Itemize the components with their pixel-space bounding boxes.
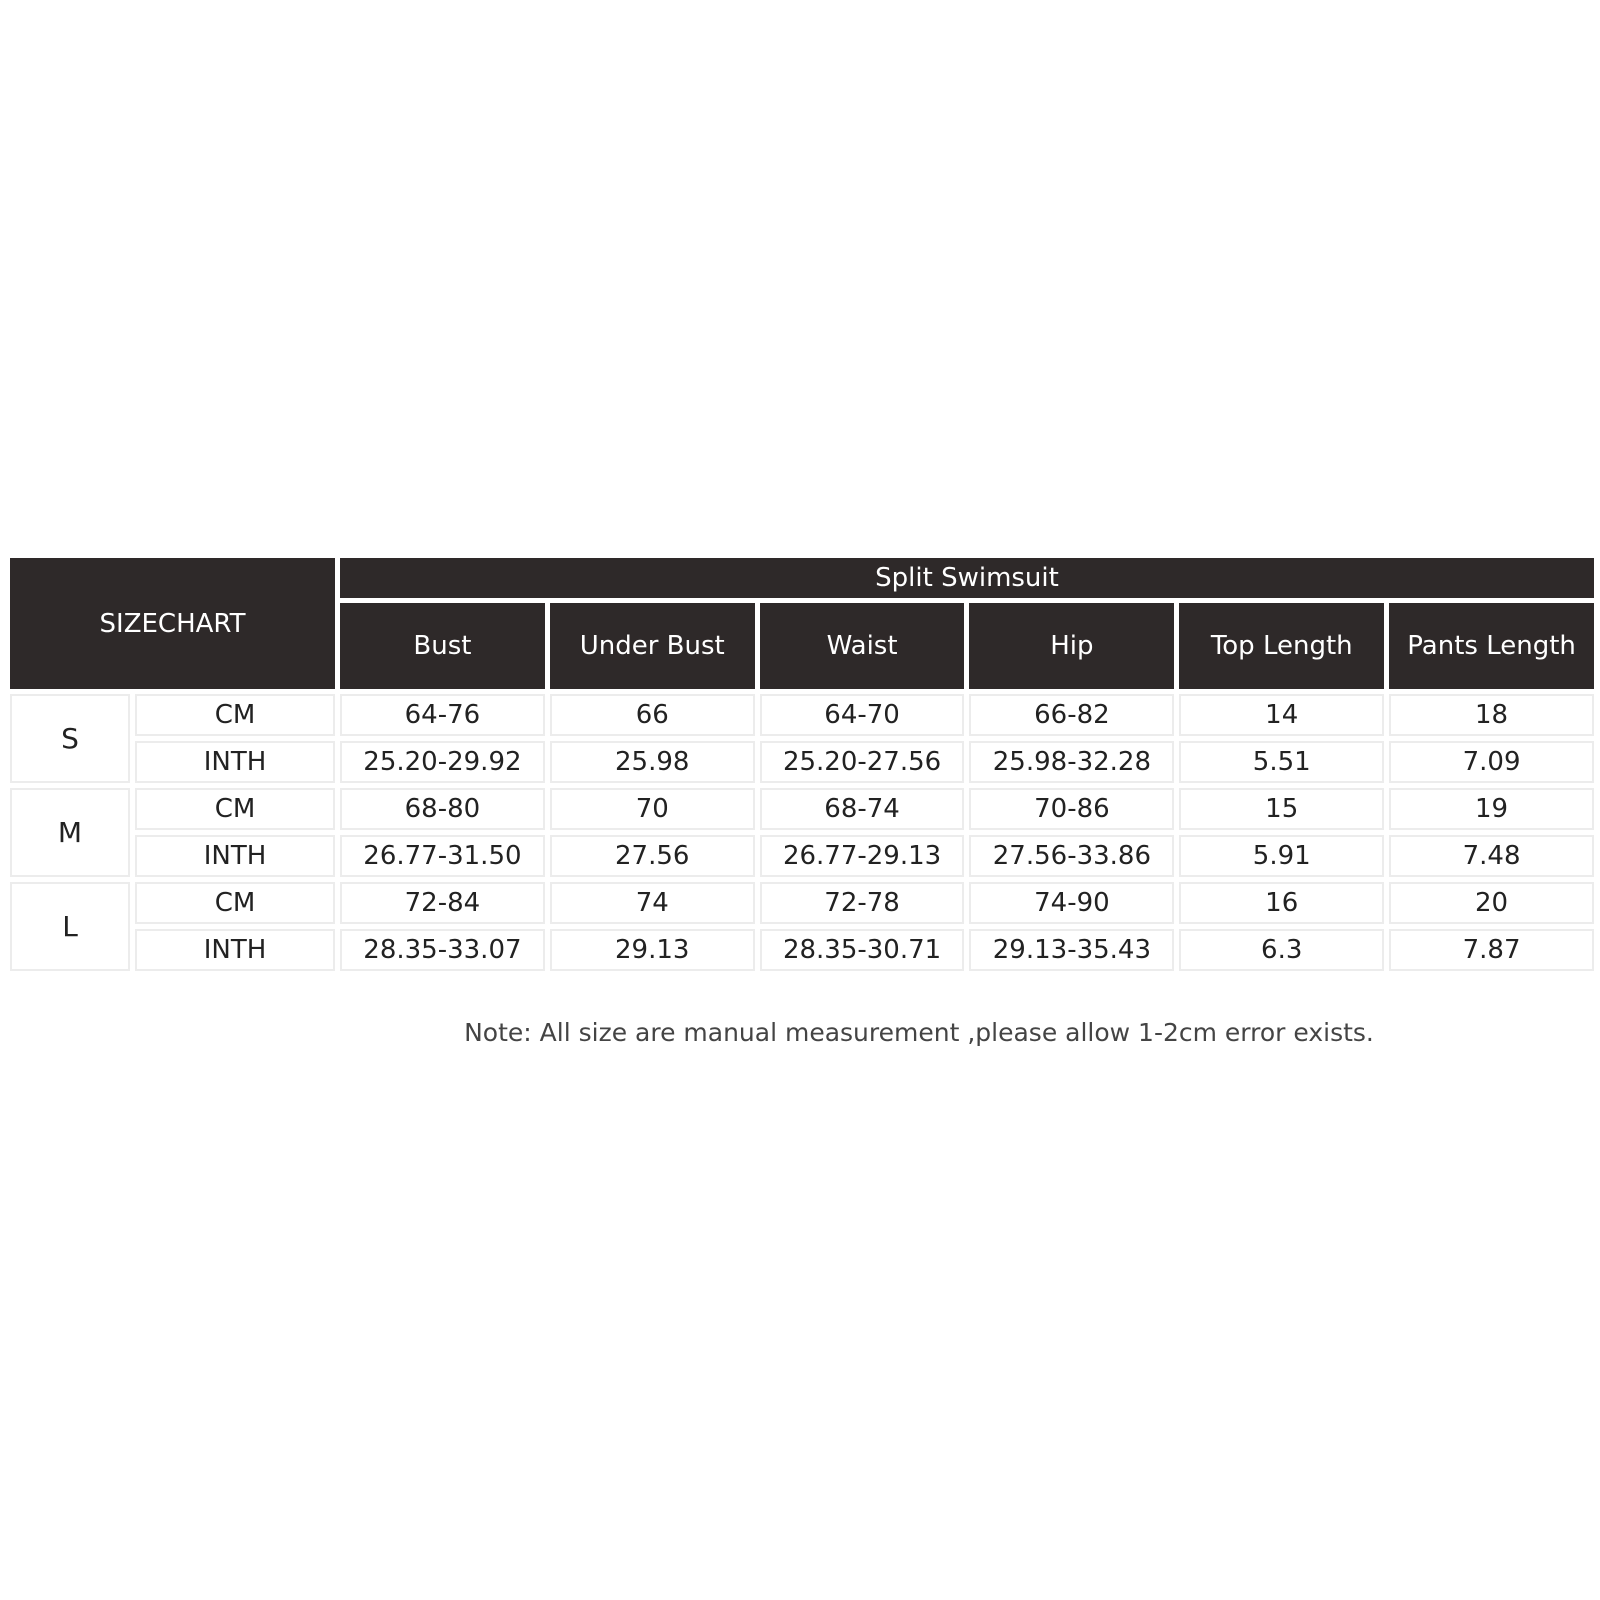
table-cell: 74 (550, 882, 755, 924)
unit-label: CM (135, 788, 335, 830)
table-cell: 14 (1179, 694, 1384, 736)
table-cell: 16 (1179, 882, 1384, 924)
size-label: M (10, 788, 130, 877)
table-row (10, 929, 1594, 971)
column-header-pants-length: Pants Length (1389, 603, 1594, 689)
split-swimsuit-header: Split Swimsuit (340, 558, 1594, 598)
table-cell: 6.3 (1179, 929, 1384, 971)
table-cell: 7.09 (1389, 741, 1594, 783)
table-cell: 27.56-33.86 (969, 835, 1174, 877)
column-header-under-bust: Under Bust (550, 603, 755, 689)
table-cell: 68-74 (760, 788, 965, 830)
table-cell: 20 (1389, 882, 1594, 924)
unit-label: INTH (135, 929, 335, 971)
table-cell: 27.56 (550, 835, 755, 877)
table-cell: 28.35-30.71 (760, 929, 965, 971)
table-cell: 64-70 (760, 694, 965, 736)
unit-label: INTH (135, 835, 335, 877)
size-table (5, 553, 1599, 976)
table-cell: 5.91 (1179, 835, 1384, 877)
note-text: Note: All size are manual measurement ,please allow 1-2cm error exists. (464, 1018, 1374, 1047)
table-row (10, 694, 1594, 736)
table-cell: 29.13 (550, 929, 755, 971)
table-cell: 15 (1179, 788, 1384, 830)
table-cell: 70-86 (969, 788, 1174, 830)
size-label: L (10, 882, 130, 971)
table-cell: 74-90 (969, 882, 1174, 924)
table-row (10, 788, 1594, 830)
table-row (10, 741, 1594, 783)
table-cell: 72-84 (340, 882, 545, 924)
table-cell: 72-78 (760, 882, 965, 924)
table-cell: 28.35-33.07 (340, 929, 545, 971)
table-cell: 29.13-35.43 (969, 929, 1174, 971)
column-header-waist: Waist (760, 603, 965, 689)
size-label: S (10, 694, 130, 783)
table-cell: 25.98 (550, 741, 755, 783)
table-cell: 5.51 (1179, 741, 1384, 783)
table-cell: 68-80 (340, 788, 545, 830)
column-header-top-length: Top Length (1179, 603, 1384, 689)
table-cell: 64-76 (340, 694, 545, 736)
table-cell: 25.20-29.92 (340, 741, 545, 783)
sizechart-header: SIZECHART (10, 558, 335, 689)
column-header-bust: Bust (340, 603, 545, 689)
table-row (10, 882, 1594, 924)
table-cell: 25.20-27.56 (760, 741, 965, 783)
table-cell: 26.77-31.50 (340, 835, 545, 877)
table-cell: 7.87 (1389, 929, 1594, 971)
measurement-note (0, 1018, 1600, 1047)
size-chart (10, 558, 1594, 971)
unit-label: INTH (135, 741, 335, 783)
table-cell: 19 (1389, 788, 1594, 830)
table-row (10, 835, 1594, 877)
unit-label: CM (135, 882, 335, 924)
table-cell: 70 (550, 788, 755, 830)
unit-label: CM (135, 694, 335, 736)
table-cell: 7.48 (1389, 835, 1594, 877)
table-cell: 26.77-29.13 (760, 835, 965, 877)
column-header-hip: Hip (969, 603, 1174, 689)
table-cell: 25.98-32.28 (969, 741, 1174, 783)
table-cell: 18 (1389, 694, 1594, 736)
table-cell: 66-82 (969, 694, 1174, 736)
table-cell: 66 (550, 694, 755, 736)
